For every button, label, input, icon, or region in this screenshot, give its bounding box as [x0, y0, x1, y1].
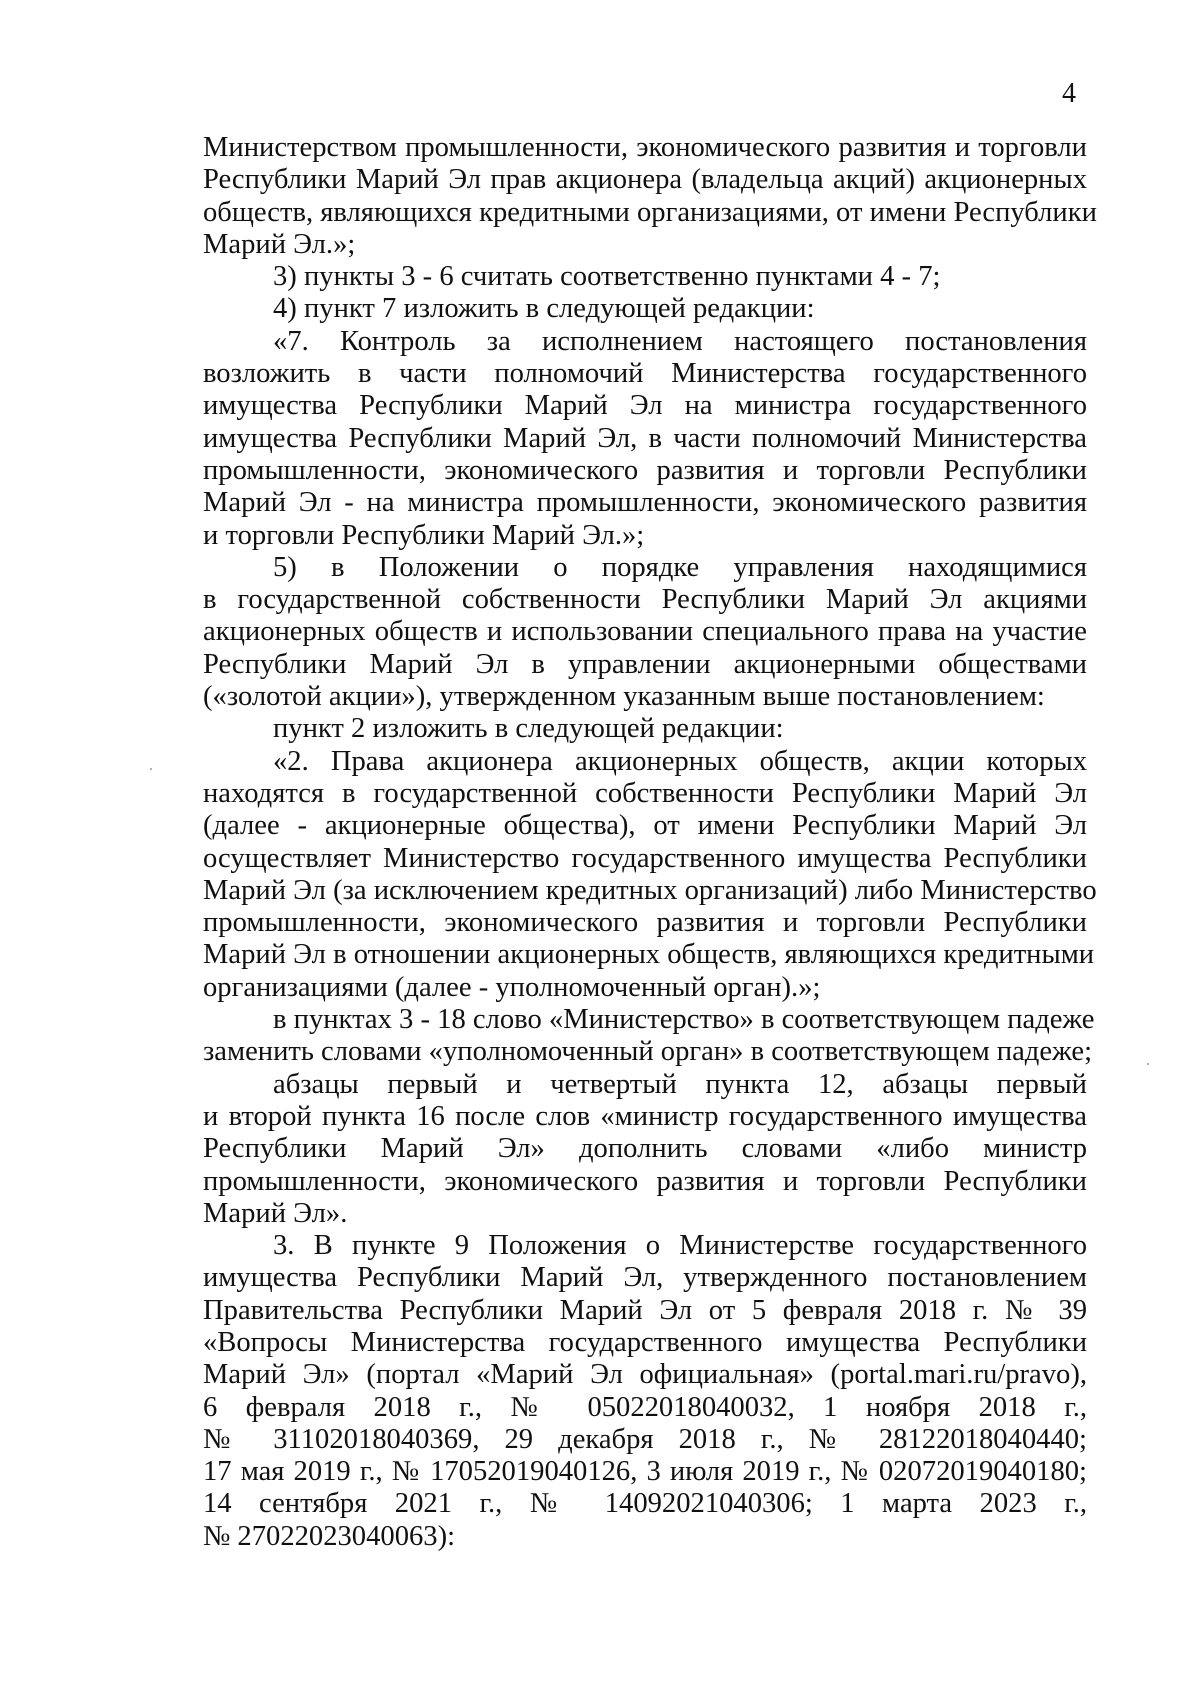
text-line: находятся в государственной собственности Республики Марий Эл: [203, 777, 1087, 809]
text-line: № 27022023040063):: [203, 1520, 456, 1552]
text-line: заменить словами «уполномоченный орган» в соответствующем падеже;: [203, 1036, 1093, 1068]
text-line: пункт 2 изложить в следующей редакции:: [273, 713, 784, 745]
text-line: возложить в части полномочий Министерства государственного: [203, 358, 1087, 390]
text-line: Марий Эл в отношении акционерных обществ, являющихся кредитными: [203, 939, 1095, 971]
page-number: 4: [1062, 78, 1076, 109]
text-line: 4) пункт 7 изложить в следующей редакции:: [273, 293, 815, 325]
text-line: и второй пункта 16 после слов «министр государственного имущества: [203, 1100, 1087, 1132]
text-line: «2. Права акционера акционерных обществ, акции которых: [273, 745, 1087, 777]
text-line: Марий Эл.»;: [203, 228, 356, 260]
text-line: 3) пункты 3 - 6 считать соответственно пунктами 4 - 7;: [273, 261, 941, 293]
text-line: «Вопросы Министерства государственного имущества Республики: [203, 1326, 1087, 1358]
document-body: [203, 132, 1097, 1553]
scan-speck: [150, 768, 152, 770]
text-line: Республики Марий Эл прав акционера (владельца акций) акционерных: [203, 164, 1087, 196]
text-line: и торговли Республики Марий Эл.»;: [203, 519, 645, 551]
text-line: Марий Эл (за исключением кредитных организаций) либо Министерство: [203, 874, 1097, 906]
text-line: Республики Марий Эл» дополнить словами «либо министр: [203, 1133, 1087, 1165]
text-line: 3. В пункте 9 Положения о Министерстве государственного: [273, 1230, 1087, 1262]
text-line: № 31102018040369, 29 декабря 2018 г., № 28122018040440;: [203, 1423, 1087, 1455]
text-line: абзацы первый и четвертый пункта 12, абзацы первый: [273, 1068, 1087, 1100]
text-line: промышленности, экономического развития и торговли Республики: [203, 1165, 1087, 1197]
text-line: 5) в Положении о порядке управления находящимися: [273, 551, 1087, 583]
text-line: Марий Эл - на министра промышленности, экономического развития: [203, 487, 1087, 519]
text-line: имущества Республики Марий Эл на министра государственного: [203, 390, 1087, 422]
text-line: «7. Контроль за исполнением настоящего постановления: [273, 325, 1087, 357]
text-line: Правительства Республики Марий Эл от 5 февраля 2018 г. № 39: [203, 1294, 1087, 1326]
text-line: 17 мая 2019 г., № 17052019040126, 3 июля 2019 г., № 02072019040180;: [203, 1456, 1087, 1488]
text-line: осуществляет Министерство государственного имущества Республики: [203, 842, 1087, 874]
text-line: акционерных обществ и использовании специального права на участие: [203, 616, 1087, 648]
text-line: организациями (далее - уполномоченный орган).»;: [203, 971, 821, 1003]
text-line: («золотой акции»), утвержденном указанным выше постановлением:: [203, 681, 1045, 713]
text-line: промышленности, экономического развития и торговли Республики: [203, 907, 1087, 939]
text-line: промышленности, экономического развития и торговли Республики: [203, 454, 1087, 486]
text-line: имущества Республики Марий Эл, в части полномочий Министерства: [203, 422, 1087, 454]
text-line: (далее - акционерные общества), от имени Республики Марий Эл: [203, 810, 1087, 842]
text-line: в пунктах 3 - 18 слово «Министерство» в соответствующем падеже: [273, 1004, 1095, 1036]
text-line: 6 февраля 2018 г., № 05022018040032, 1 ноября 2018 г.,: [203, 1391, 1087, 1423]
scan-speck: [1147, 1063, 1149, 1065]
text-line: 14 сентября 2021 г., № 14092021040306; 1 марта 2023 г.,: [203, 1488, 1087, 1520]
text-line: Марий Эл».: [203, 1197, 348, 1229]
text-line: Марий Эл» (портал «Марий Эл официальная» (portal.mari.ru/pravo),: [203, 1359, 1087, 1391]
text-line: Министерством промышленности, экономического развития и торговли: [203, 132, 1087, 163]
text-line: в государственной собственности Республики Марий Эл акциями: [203, 584, 1087, 616]
text-line: Республики Марий Эл в управлении акционерными обществами: [203, 648, 1087, 680]
text-line: имущества Республики Марий Эл, утвержденного постановлением: [203, 1262, 1087, 1294]
text-line: обществ, являющихся кредитными организациями, от имени Республики: [203, 196, 1097, 228]
